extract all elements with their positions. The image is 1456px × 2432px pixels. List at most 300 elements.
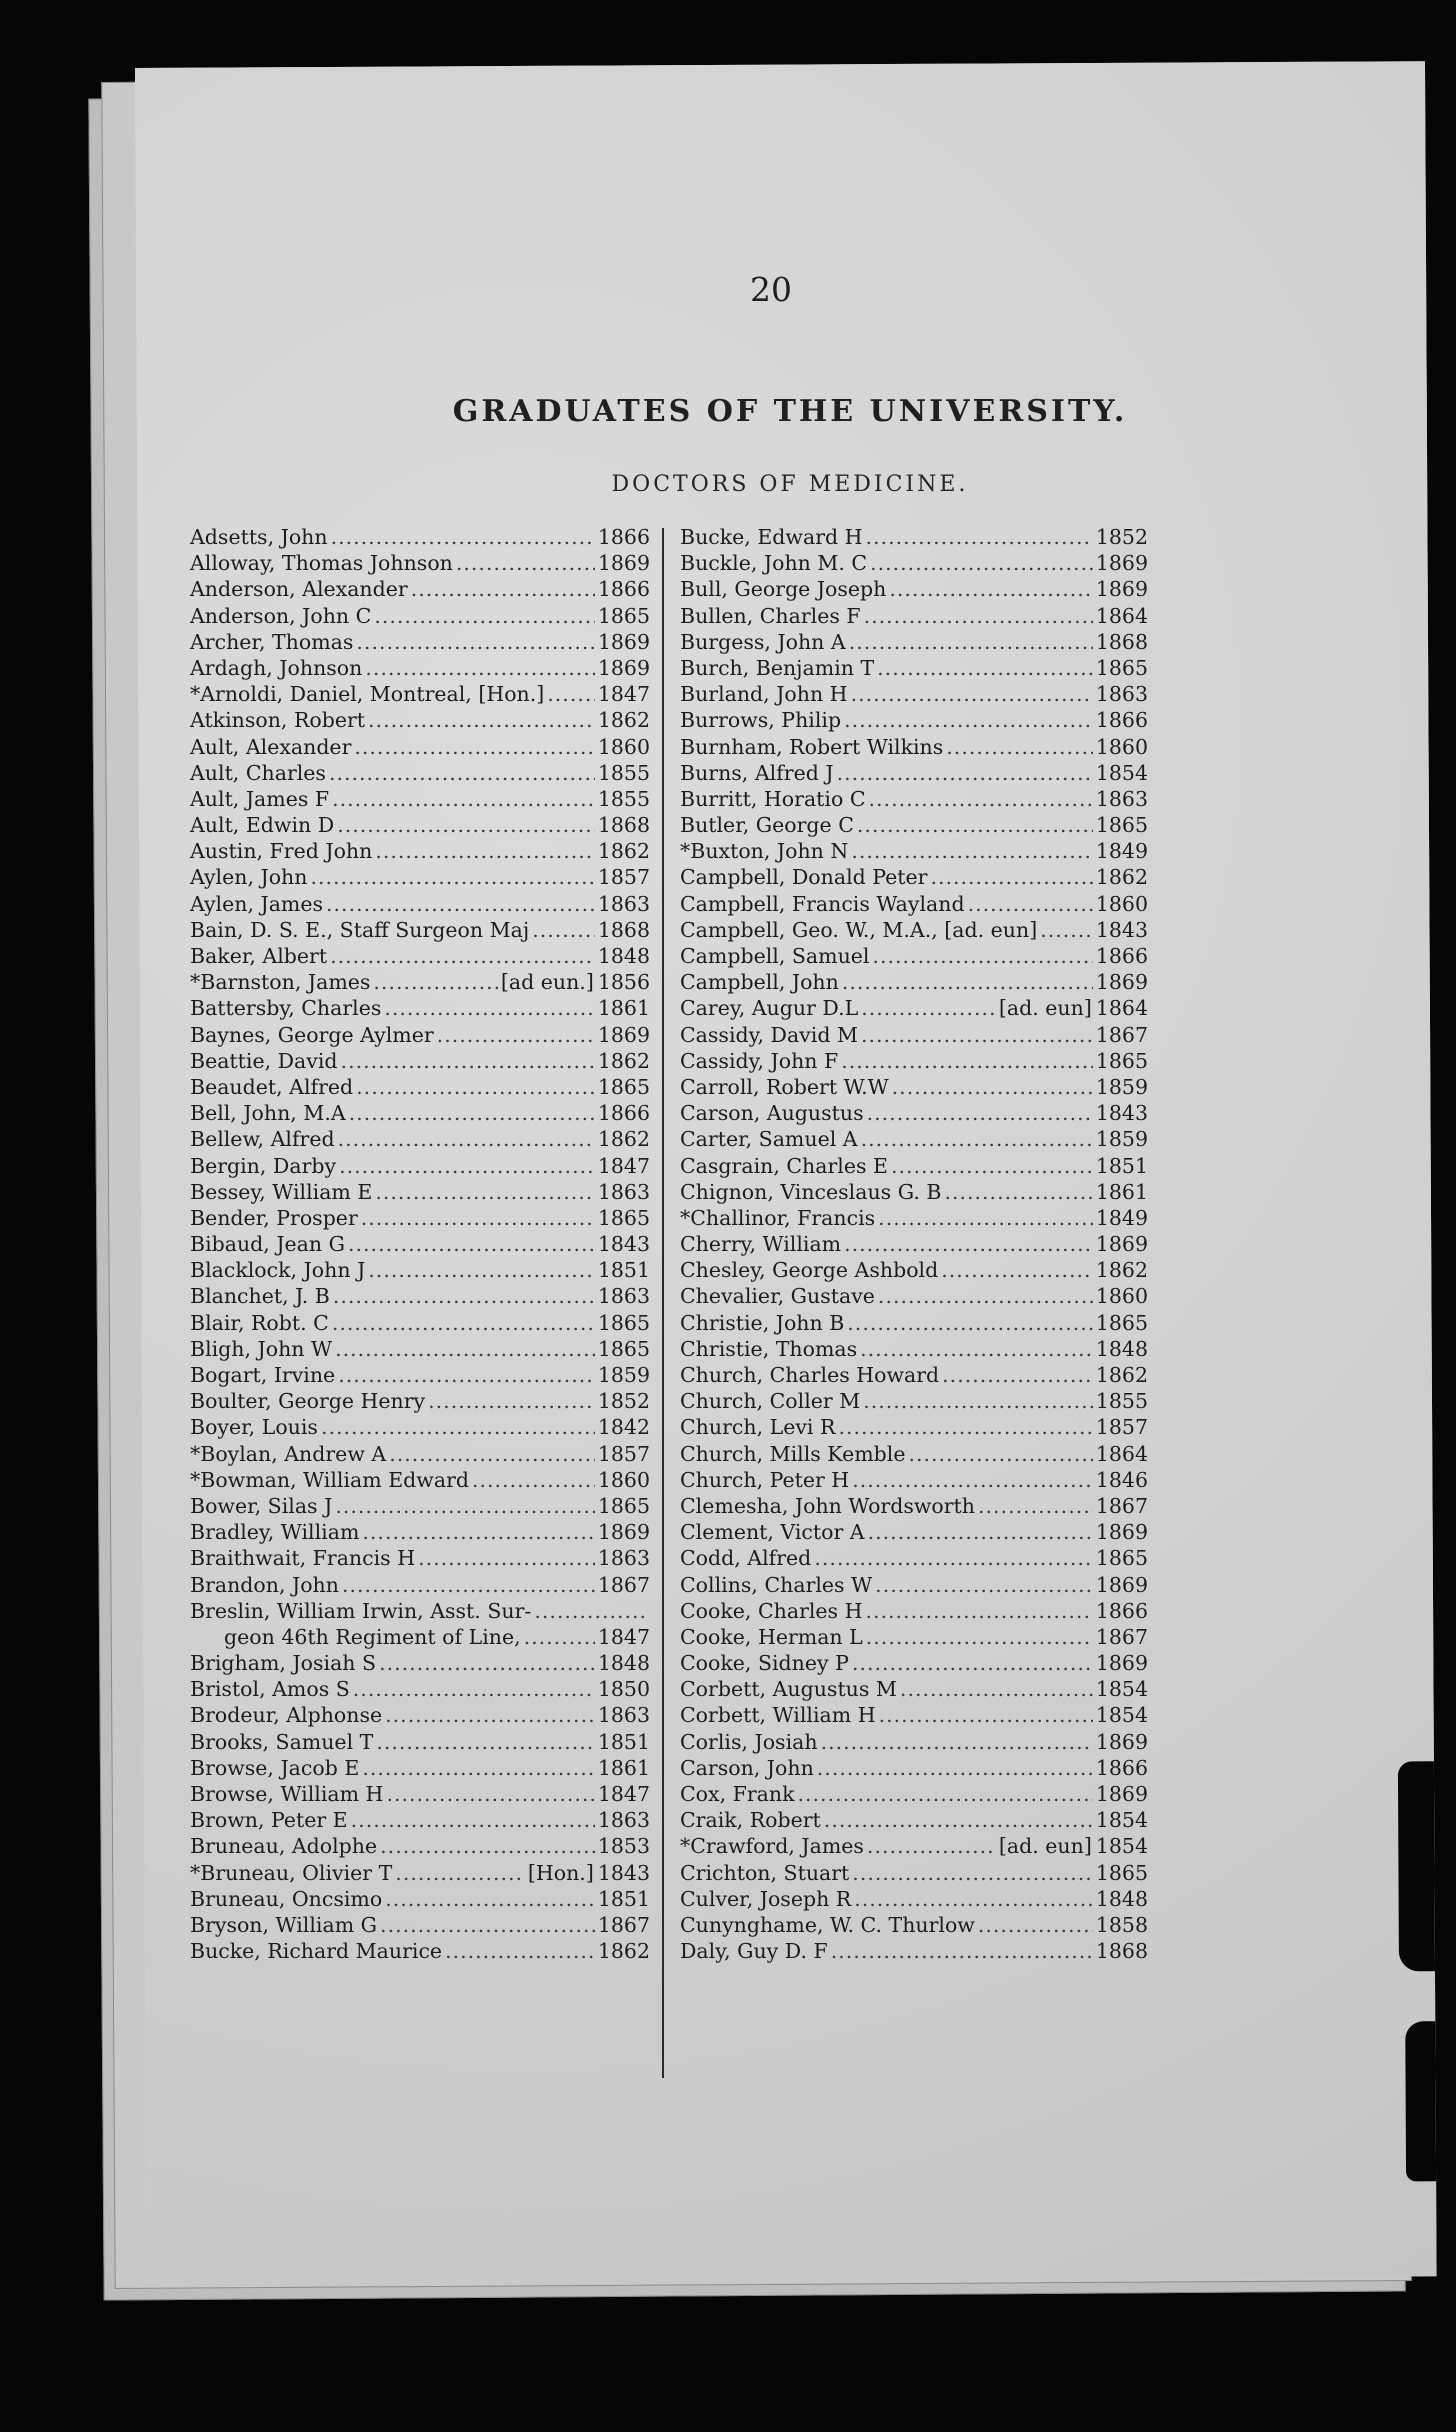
graduation-year: 1847 (597, 1782, 650, 1806)
graduate-entry (190, 917, 650, 943)
graduate-entry (680, 1257, 1148, 1283)
leader-dots (321, 1414, 595, 1440)
leader-dots (338, 1126, 595, 1152)
graduate-name: Chesley, George Ashbold (680, 1258, 939, 1283)
graduation-year: 1867 (1095, 1493, 1148, 1518)
graduation-year: 1842 (597, 1415, 650, 1440)
graduate-entry (190, 1755, 650, 1781)
leader-dots (379, 1650, 595, 1676)
graduation-year: 1848 (1095, 1886, 1148, 1911)
graduate-name: Blanchet, J. B (190, 1284, 330, 1309)
leader-dots (428, 1388, 595, 1414)
graduation-year: 1855 (1095, 1389, 1148, 1414)
graduate-name: Cassidy, David M (680, 1022, 858, 1047)
graduation-year: 1866 (1095, 1598, 1148, 1623)
graduate-entry (190, 550, 650, 576)
graduation-year: 1862 (1095, 1363, 1148, 1387)
leader-dots (349, 1100, 595, 1126)
leader-dots (944, 1179, 1092, 1205)
graduate-name: Cooke, Herman L (680, 1624, 863, 1649)
graduation-year: 1865 (597, 1336, 650, 1361)
graduate-name: Archer, Thomas (190, 629, 354, 654)
graduate-entry (190, 629, 650, 655)
leader-dots (341, 1048, 595, 1074)
graduate-name: Cassidy, John F (680, 1048, 839, 1073)
graduation-year: 1868 (1095, 629, 1148, 654)
graduate-entry (680, 1022, 1148, 1048)
graduate-name: Anderson, Alexander (190, 577, 408, 602)
graduation-year: 1861 (597, 996, 650, 1021)
leader-dots (866, 524, 1093, 550)
graduate-name: Austin, Fred John (190, 839, 373, 864)
graduate-entry (190, 1467, 650, 1493)
leader-dots (332, 786, 595, 812)
graduation-year: 1852 (597, 1389, 650, 1414)
graduate-name: Breslin, William Irwin, Asst. Sur- (190, 1598, 532, 1623)
graduate-name: Brooks, Samuel T (190, 1729, 374, 1754)
graduation-year: 1869 (597, 655, 650, 680)
graduate-entry (190, 1179, 650, 1205)
graduate-entry (680, 969, 1148, 995)
graduate-entry (190, 1860, 650, 1886)
leader-dots (861, 1126, 1093, 1152)
graduate-entry (680, 603, 1148, 629)
graduate-entry (680, 864, 1148, 890)
graduation-year: 1868 (1095, 1939, 1148, 1964)
graduate-name: Burritt, Horatio C (680, 786, 866, 811)
graduate-name: Brodeur, Alphonse (190, 1703, 383, 1728)
graduate-name: Christie, Thomas (680, 1336, 858, 1361)
graduate-name: Ault, James F (190, 786, 330, 811)
graduate-entry (680, 1231, 1148, 1257)
graduate-name: Cooke, Sidney P (680, 1651, 849, 1676)
leader-dots (330, 943, 595, 969)
leader-dots (869, 786, 1093, 812)
graduate-entry (190, 524, 650, 550)
graduate-entry (190, 891, 650, 917)
graduation-year: 1869 (1095, 1651, 1148, 1676)
leader-dots (892, 1074, 1093, 1100)
page-tear (1405, 2021, 1436, 2181)
graduate-name: Bucke, Richard Maurice (190, 1939, 443, 1964)
graduate-entry (190, 1362, 650, 1388)
graduation-year: 1857 (1095, 1415, 1148, 1440)
graduate-entry (190, 1153, 650, 1179)
leader-dots (326, 891, 595, 917)
leader-dots (837, 760, 1093, 786)
graduate-entry (190, 1702, 650, 1728)
graduate-name: Church, Peter H (680, 1467, 850, 1492)
graduate-entry (680, 1545, 1148, 1571)
graduate-name: Carey, Augur D.L (680, 996, 859, 1021)
leader-dots (437, 1022, 595, 1048)
graduation-year: 1861 (1095, 1179, 1148, 1204)
graduate-name: Anderson, John C (190, 603, 372, 628)
graduate-entry (680, 1205, 1148, 1231)
leader-dots (838, 1414, 1092, 1440)
graduate-entry (680, 1441, 1148, 1467)
leader-dots (875, 1572, 1093, 1598)
graduate-entry (680, 1388, 1148, 1414)
leader-dots (532, 917, 595, 943)
graduate-entry (190, 1231, 650, 1257)
graduate-entry (190, 1833, 650, 1859)
graduate-entry (190, 1912, 650, 1938)
leader-dots (384, 995, 594, 1021)
graduation-year: 1849 (1095, 839, 1148, 864)
graduate-entry (190, 864, 650, 890)
graduate-name: Bender, Prosper (190, 1205, 358, 1230)
graduate-entry (680, 550, 1148, 576)
graduation-year: 1865 (1095, 1860, 1148, 1885)
graduate-name: Church, Mills Kemble (680, 1441, 906, 1466)
graduate-name: Aylen, James (190, 891, 324, 916)
leader-dots (852, 1860, 1093, 1886)
leader-dots (889, 576, 1092, 602)
leader-dots (335, 1336, 595, 1362)
leader-dots (524, 1624, 595, 1650)
graduate-name: *Challinor, Francis (680, 1205, 876, 1230)
degree-note: [ad. eun] (998, 996, 1092, 1021)
leader-dots (942, 1362, 1093, 1388)
graduate-name: Campbell, Francis Wayland (680, 891, 965, 916)
graduate-name: geon 46th Regiment of Line, (224, 1624, 521, 1649)
graduate-name: *Bowman, William Edward (190, 1467, 469, 1492)
graduate-name: Church, Charles Howard (680, 1363, 940, 1387)
graduate-entry (680, 655, 1148, 681)
graduate-name: Bell, John, M.A (190, 1101, 346, 1126)
graduate-name: Braithwait, Francis H (190, 1546, 416, 1571)
graduation-year: 1862 (597, 1127, 650, 1152)
graduate-entry (680, 576, 1148, 602)
graduation-year: 1861 (597, 1755, 650, 1780)
leader-dots (861, 1022, 1093, 1048)
graduate-entry (680, 1362, 1148, 1388)
graduation-year: 1869 (1095, 1232, 1148, 1257)
graduation-year: 1850 (597, 1677, 650, 1702)
graduation-year: 1865 (597, 1074, 650, 1099)
graduation-year: 1860 (1095, 734, 1148, 759)
graduation-year: 1855 (597, 760, 650, 785)
leader-dots (386, 1781, 594, 1807)
leader-dots (351, 1807, 595, 1833)
graduate-entry (190, 1441, 650, 1467)
graduate-name: Browse, William H (190, 1782, 384, 1806)
leader-dots (866, 1624, 1093, 1650)
graduation-year: 1843 (597, 1860, 650, 1885)
graduation-year: 1848 (597, 1651, 650, 1676)
graduate-entry (680, 1048, 1148, 1074)
leader-dots (854, 1886, 1093, 1912)
leader-dots (337, 812, 595, 838)
page-title: GRADUATES OF THE UNIVERSITY. (452, 394, 1128, 429)
graduate-name: Campbell, Geo. W., M.A., [ad. eun] (680, 917, 1038, 942)
leader-dots (472, 1467, 595, 1493)
graduation-year: 1869 (597, 551, 650, 576)
graduate-name: Crichton, Stuart (680, 1860, 850, 1885)
graduation-year: 1863 (597, 1808, 650, 1833)
leader-dots (385, 1702, 595, 1728)
graduation-year: 1862 (1095, 865, 1148, 890)
graduation-year: 1857 (597, 1441, 650, 1466)
graduate-name: Bellew, Alfred (190, 1127, 335, 1152)
leader-dots (867, 1100, 1093, 1126)
section-subtitle: DOCTORS OF MEDICINE. (611, 472, 969, 497)
graduate-name: Bligh, John W (190, 1336, 333, 1361)
leader-dots (373, 969, 498, 995)
graduate-entry (680, 1336, 1148, 1362)
leader-dots (870, 550, 1093, 576)
graduate-entry (680, 1467, 1148, 1493)
graduate-name: Cox, Frank (680, 1782, 795, 1806)
graduation-year: 1863 (597, 1546, 650, 1571)
graduate-name: Blacklock, John J (190, 1258, 366, 1283)
graduate-name: Ardagh, Johnson (190, 655, 363, 680)
graduate-name: Battersby, Charles (190, 996, 382, 1021)
graduate-name: *Boylan, Andrew A (190, 1441, 387, 1466)
graduate-name: Carson, Augustus (680, 1101, 864, 1126)
graduate-entry (680, 943, 1148, 969)
graduate-name: Burgess, John A (680, 629, 846, 654)
graduation-year: 1866 (597, 1101, 650, 1126)
graduate-entry (190, 1598, 650, 1624)
graduate-name: Boulter, George Henry (190, 1389, 426, 1414)
graduate-name: Baynes, George Aylmer (190, 1022, 434, 1047)
graduate-entry (680, 1179, 1148, 1205)
leader-dots (339, 1153, 595, 1179)
graduate-entry (680, 812, 1148, 838)
leader-dots (844, 707, 1093, 733)
graduate-entry (680, 629, 1148, 655)
graduate-entry (190, 734, 650, 760)
leader-dots (872, 943, 1092, 969)
graduate-name: Burrows, Philip (680, 708, 842, 733)
graduation-year: 1847 (597, 682, 650, 707)
graduate-name: Beaudet, Alfred (190, 1074, 354, 1099)
graduate-entry (680, 1781, 1148, 1807)
leader-dots (878, 1283, 1093, 1309)
graduate-name: Bullen, Charles F (680, 603, 861, 628)
graduation-year: 1868 (597, 813, 650, 838)
graduate-name: Bull, George Joseph (680, 577, 887, 602)
graduate-entry (190, 681, 650, 707)
graduate-name: Carroll, Robert W.W (680, 1074, 889, 1099)
graduation-year: 1863 (597, 1703, 650, 1728)
graduate-entry (680, 1702, 1148, 1728)
graduate-name: Bogart, Irvine (190, 1363, 336, 1387)
leader-dots (333, 1283, 595, 1309)
leader-dots (331, 524, 595, 550)
graduate-name: Cooke, Charles H (680, 1598, 863, 1623)
graduation-year: 1869 (1095, 970, 1148, 995)
graduate-entry (680, 1283, 1148, 1309)
graduate-name: Blair, Robt. C (190, 1310, 329, 1335)
graduate-name: Cunynghame, W. C. Thurlow (680, 1912, 975, 1937)
graduate-entry (680, 1807, 1148, 1833)
leader-dots (978, 1912, 1093, 1938)
graduation-year: 1843 (597, 1232, 650, 1257)
graduate-entry (190, 1100, 650, 1126)
leader-dots (356, 1074, 595, 1100)
leader-dots (851, 681, 1093, 707)
graduate-name: Chevalier, Gustave (680, 1284, 875, 1309)
graduation-year: 1865 (1095, 1546, 1148, 1571)
graduate-name: Butler, George C (680, 813, 854, 838)
graduate-name: Campbell, Donald Peter (680, 865, 928, 890)
graduate-entry (680, 707, 1148, 733)
graduation-year: 1869 (1095, 1782, 1148, 1806)
graduate-name: Boyer, Louis (190, 1415, 318, 1440)
leader-dots (365, 655, 594, 681)
graduate-entry (190, 1545, 650, 1571)
graduate-entry (680, 734, 1148, 760)
graduate-entry (680, 1886, 1148, 1912)
graduate-entry (680, 1493, 1148, 1519)
leader-dots (395, 1860, 525, 1886)
graduate-entry (680, 1650, 1148, 1676)
graduation-year: 1865 (597, 1310, 650, 1335)
graduation-year: 1869 (1095, 1572, 1148, 1597)
graduate-name: Clemesha, John Wordsworth (680, 1493, 975, 1518)
graduate-entry (190, 1624, 650, 1650)
graduate-entry (190, 1074, 650, 1100)
graduate-name: Brandon, John (190, 1572, 339, 1597)
graduate-name: Corbett, William H (680, 1703, 876, 1728)
graduation-year: 1866 (1095, 1755, 1148, 1780)
graduation-year: 1865 (1095, 655, 1148, 680)
graduate-name: Alloway, Thomas Johnson (190, 551, 453, 576)
graduate-entry (190, 655, 650, 681)
leader-dots (362, 1755, 595, 1781)
graduate-entry (680, 760, 1148, 786)
graduate-name: Burnham, Robert Wilkins (680, 734, 944, 759)
graduate-entry (190, 1807, 650, 1833)
graduate-name: Bristol, Amos S (190, 1677, 350, 1702)
graduation-year: 1857 (597, 865, 650, 890)
leader-dots (900, 1676, 1093, 1702)
graduate-entry (190, 969, 650, 995)
graduate-entry (190, 1414, 650, 1440)
graduate-name: Chignon, Vinceslaus G. B (680, 1179, 942, 1204)
graduation-year: 1869 (1095, 1520, 1148, 1545)
graduate-name: Aylen, John (190, 865, 308, 890)
graduate-entry (190, 1310, 650, 1336)
graduate-name: Church, Levi R (680, 1415, 836, 1440)
graduate-entry (680, 1676, 1148, 1702)
graduate-name: Brigham, Josiah S (190, 1651, 377, 1676)
graduate-name: Craik, Robert (680, 1808, 821, 1833)
graduate-entry (680, 1729, 1148, 1755)
graduate-entry (680, 917, 1148, 943)
page-number: 20 (750, 270, 792, 309)
graduate-entry (190, 603, 650, 629)
leader-dots (852, 1650, 1093, 1676)
graduate-name: Bryson, William G (190, 1912, 378, 1937)
leader-dots (376, 1729, 595, 1755)
leader-dots (362, 1519, 594, 1545)
graduation-year: 1867 (597, 1912, 650, 1937)
graduation-year: 1852 (1095, 525, 1148, 549)
graduate-entry (190, 1126, 650, 1152)
graduate-name: Carter, Samuel A (680, 1127, 858, 1152)
graduation-year: 1862 (597, 1048, 650, 1073)
graduate-entry (680, 1572, 1148, 1598)
graduation-year: 1863 (597, 1284, 650, 1309)
graduate-name: Burland, John H (680, 682, 848, 707)
graduate-name: Bruneau, Oncsimo (190, 1886, 383, 1911)
graduation-year: 1869 (597, 1520, 650, 1545)
graduate-name: Bibaud, Jean G (190, 1232, 345, 1257)
leader-dots (860, 1336, 1093, 1362)
leader-dots (968, 891, 1093, 917)
graduate-entry (190, 576, 650, 602)
graduate-name: Ault, Edwin D (190, 813, 335, 838)
leader-dots (342, 1572, 595, 1598)
graduate-entry (190, 786, 650, 812)
graduation-year: 1867 (1095, 1022, 1148, 1047)
leader-dots (368, 707, 595, 733)
graduate-name: Buckle, John M. C (680, 551, 868, 576)
graduate-entry (680, 1598, 1148, 1624)
graduate-entry (190, 1048, 650, 1074)
graduate-name: Burch, Benjamin T (680, 655, 875, 680)
leader-dots (348, 1231, 595, 1257)
leader-dots (891, 1153, 1093, 1179)
graduate-name: *Buxton, John N (680, 839, 849, 864)
graduate-name: Bruneau, Adolphe (190, 1834, 378, 1859)
graduate-name: Atkinson, Robert (190, 708, 366, 733)
graduate-entry (190, 1938, 650, 1964)
graduate-entry (680, 838, 1148, 864)
graduate-entry (190, 1388, 650, 1414)
graduate-name: Cherry, William (680, 1232, 842, 1257)
leader-dots (821, 1729, 1093, 1755)
graduate-name: Bergin, Darby (190, 1153, 337, 1178)
graduate-entry (190, 1205, 650, 1231)
graduate-name: Clement, Victor A (680, 1520, 865, 1545)
graduate-entry (680, 1860, 1148, 1886)
graduate-entry (680, 1833, 1148, 1859)
leader-dots (356, 629, 594, 655)
graduation-year: 1854 (1095, 1834, 1148, 1859)
graduate-name: *Barnston, James (190, 970, 371, 995)
graduation-year: 1862 (597, 708, 650, 733)
leader-dots (867, 1833, 996, 1859)
leader-dots (849, 629, 1093, 655)
graduation-year: 1863 (1095, 682, 1148, 707)
graduate-name: Baker, Albert (190, 944, 328, 968)
graduation-year: 1869 (597, 1022, 650, 1047)
leader-dots (851, 838, 1093, 864)
graduate-entry (190, 943, 650, 969)
leader-dots (978, 1493, 1093, 1519)
leader-dots (864, 603, 1093, 629)
leader-dots (332, 1310, 595, 1336)
graduation-year: 1860 (1095, 891, 1148, 916)
leader-dots (798, 1781, 1093, 1807)
graduation-year: 1860 (597, 734, 650, 759)
graduate-entry (680, 1414, 1148, 1440)
graduation-year: 1851 (597, 1886, 650, 1911)
graduate-entry (680, 1755, 1148, 1781)
leader-dots (456, 550, 595, 576)
graduate-name: *Arnoldi, Daniel, Montreal, [Hon.] (190, 682, 545, 707)
graduation-year: 1869 (1095, 1729, 1148, 1754)
leader-dots (389, 1441, 595, 1467)
graduation-year: 1854 (1095, 1703, 1148, 1728)
graduation-year: 1863 (597, 891, 650, 916)
graduate-entry (190, 995, 650, 1021)
